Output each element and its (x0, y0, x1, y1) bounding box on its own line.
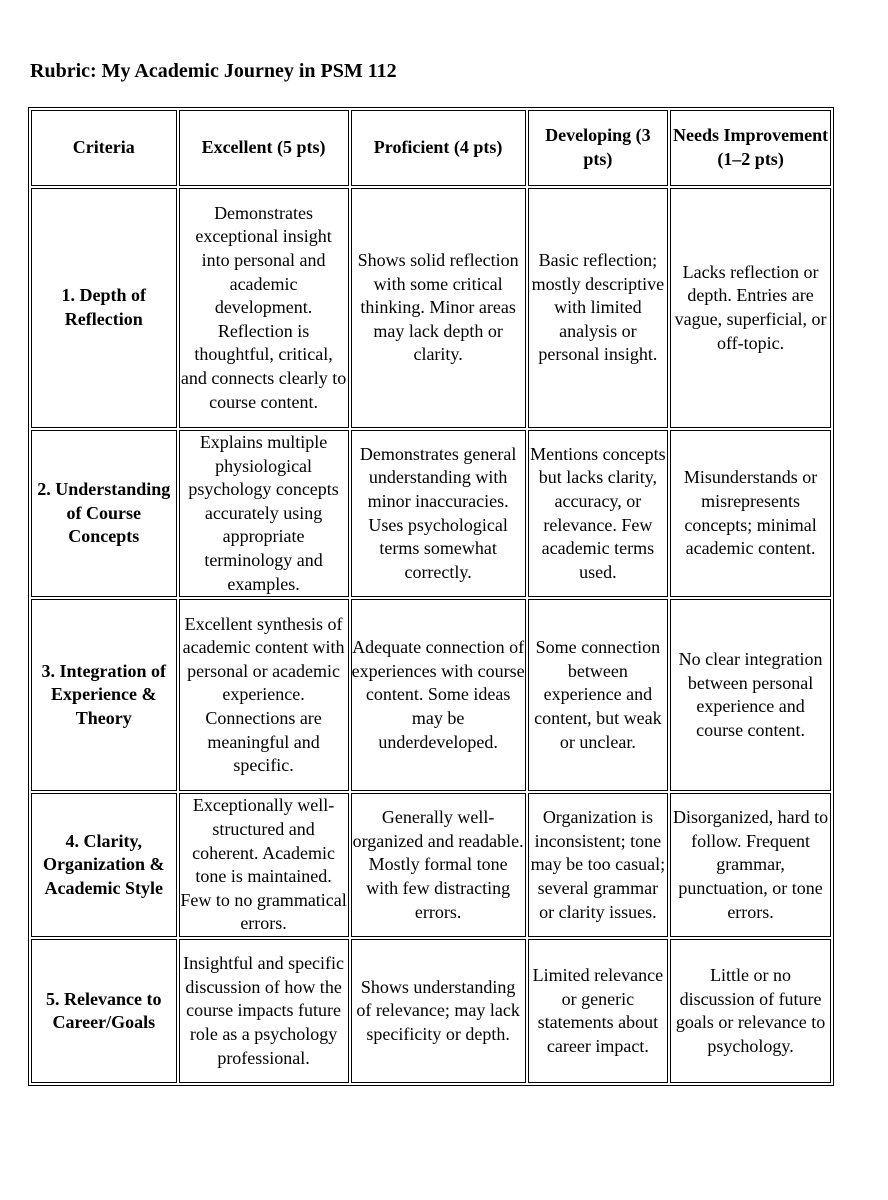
proficient-cell: Adequate connection of experiences with course content. Some ideas may be underdeveloped. (351, 599, 526, 791)
table-row (31, 793, 831, 937)
excellent-cell: Explains multiple physiological psychology concepts accurately using appropriate terminology and examples. (179, 430, 349, 597)
header-criteria: Criteria (31, 110, 177, 186)
developing-cell: Basic reflection; mostly descriptive with limited analysis or personal insight. (528, 188, 668, 428)
needs-improvement-cell: Disorganized, hard to follow. Frequent grammar, punctuation, or tone errors. (670, 793, 831, 937)
excellent-cell: Exceptionally well-structured and coherent. Academic tone is maintained. Few to no grammatical errors. (179, 793, 349, 937)
proficient-cell: Shows solid reflection with some critical thinking. Minor areas may lack depth or clarity. (351, 188, 526, 428)
rubric-table (28, 107, 834, 1086)
excellent-cell: Insightful and specific discussion of how the course impacts future role as a psychology professional. (179, 939, 349, 1083)
criteria-cell: 1. Depth of Reflection (31, 188, 177, 428)
needs-improvement-cell: Lacks reflection or depth. Entries are vague, superficial, or off-topic. (670, 188, 831, 428)
needs-improvement-cell: No clear integration between personal experience and course content. (670, 599, 831, 791)
header-developing: Developing (3 pts) (528, 110, 668, 186)
developing-cell: Mentions concepts but lacks clarity, accuracy, or relevance. Few academic terms used. (528, 430, 668, 597)
criteria-cell: 5. Relevance to Career/Goals (31, 939, 177, 1083)
criteria-cell: 2. Understanding of Course Concepts (31, 430, 177, 597)
proficient-cell: Demonstrates general understanding with minor inaccuracies. Uses psychological terms somewhat correctly. (351, 430, 526, 597)
table-row (31, 939, 831, 1083)
page-title: Rubric: My Academic Journey in PSM 112 (30, 60, 397, 82)
header-needs-improvement: Needs Improvement (1–2 pts) (670, 110, 831, 186)
header-excellent: Excellent (5 pts) (179, 110, 349, 186)
needs-improvement-cell: Little or no discussion of future goals or relevance to psychology. (670, 939, 831, 1083)
criteria-cell: 3. Integration of Experience & Theory (31, 599, 177, 791)
table-row (31, 599, 831, 791)
criteria-cell: 4. Clarity, Organization & Academic Style (31, 793, 177, 937)
excellent-cell: Excellent synthesis of academic content with personal or academic experience. Connections are meaningful and specific. (179, 599, 349, 791)
table-row (31, 430, 831, 597)
proficient-cell: Generally well-organized and readable. Mostly formal tone with few distracting errors. (351, 793, 526, 937)
developing-cell: Organization is inconsistent; tone may be too casual; several grammar or clarity issues. (528, 793, 668, 937)
developing-cell: Some connection between experience and content, but weak or unclear. (528, 599, 668, 791)
proficient-cell: Shows understanding of relevance; may lack specificity or depth. (351, 939, 526, 1083)
excellent-cell: Demonstrates exceptional insight into personal and academic development. Reflection is thoughtful, critical, and connects clearly to course content. (179, 188, 349, 428)
needs-improvement-cell: Misunderstands or misrepresents concepts; minimal academic content. (670, 430, 831, 597)
table-row (31, 188, 831, 428)
header-proficient: Proficient (4 pts) (351, 110, 526, 186)
table-header-row (31, 110, 831, 186)
developing-cell: Limited relevance or generic statements about career impact. (528, 939, 668, 1083)
